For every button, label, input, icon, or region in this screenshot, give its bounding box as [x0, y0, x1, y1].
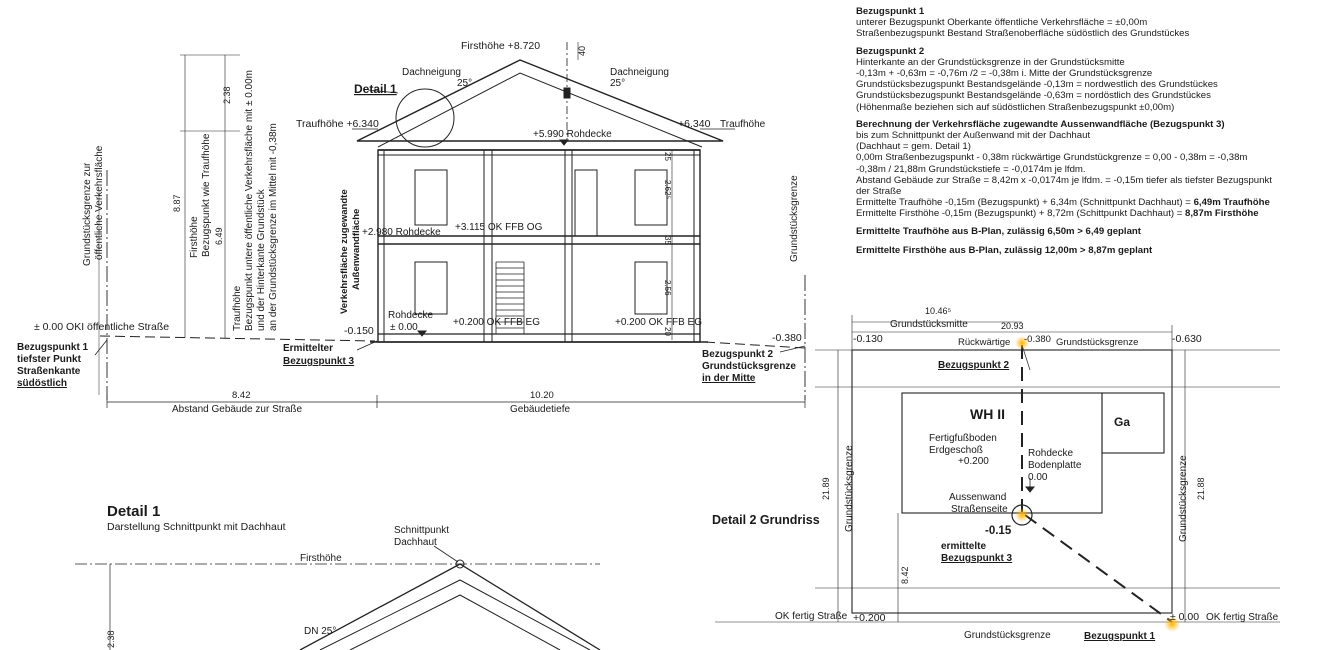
d2-dim-2189: 21.89 — [821, 477, 831, 500]
bp3-title: Berechnung der Verkehrsfläche zugewandte Aussenwandfläche (Bezugspunkt 3) — [856, 118, 1225, 130]
gg-right: Grundstücksgrenze — [789, 175, 800, 262]
traufhoehe-v-a: Traufhöhe — [232, 285, 243, 331]
ffb-eg-mid: +0.200 OK FFB EG — [453, 317, 540, 328]
abstand-label: Abstand Gebäude zur Straße — [172, 404, 303, 415]
bp2-line: Grundstücksbezugspunkt Bestandsgelände -0,63m = nordöstlich des Grundstückes — [856, 90, 1211, 102]
d2-level-m0380: -0.380 — [1024, 334, 1051, 345]
d2-ga: Ga — [1114, 415, 1131, 429]
d2-gg-right: Grundstücksgrenze — [1178, 455, 1189, 542]
d2-ermittelte-0: ermittelte — [941, 541, 987, 552]
detail1-dim-238: 2.38 — [106, 630, 116, 648]
dim-25a: 25 — [663, 152, 672, 161]
section-labels — [17, 40, 802, 415]
detail1-dn: DN 25° — [304, 626, 337, 637]
firsthoehe-label: Firsthöhe +8.720 — [461, 40, 541, 52]
bp1-left-3: südöstlich — [17, 378, 68, 389]
bp3-line: (Dachhaut = gem. Detail 1) — [856, 141, 971, 153]
d2-bp1: Bezugspunkt 1 — [1084, 631, 1156, 642]
d2-gg-left: Grundstücksgrenze — [844, 445, 855, 532]
traufhoehe-v-d: an der Grundstücksgrenze im Mittel mit -0,38m — [268, 123, 279, 331]
detail1-title: Detail 1 — [107, 503, 161, 520]
d2-gg-bottom: Grundstücksgrenze — [964, 630, 1051, 641]
gg-verkehr-b: öffentliche Verkehrsfläche — [94, 145, 105, 260]
d2-gg-top: Grundstücksgrenze — [1056, 337, 1139, 348]
bp1-left-0: Bezugspunkt 1 — [17, 342, 89, 353]
d2-aussenwand-1: Straßenseite — [951, 504, 1008, 515]
d2-ffb-0: Fertigfußboden — [929, 433, 997, 444]
ermittelter-a: Ermittelter — [283, 343, 334, 354]
deg-25-right: 25° — [610, 78, 626, 89]
bp3-first-line — [856, 208, 1316, 219]
d2-rohdecke-2: 0.00 — [1028, 472, 1048, 483]
traufhoehe-right-lbl: Traufhöhe — [720, 119, 766, 130]
rohdecke-298: +2.980 Rohdecke — [362, 227, 441, 238]
level-m0150: -0.150 — [344, 325, 374, 337]
result-traufhoehe: Ermittelte Traufhöhe aus B-Plan, zulässig 6,50m > 6,49 geplant — [856, 225, 1141, 237]
traufhoehe-v-c: und der Hinterkante Grundstück — [256, 189, 267, 331]
dachneigung-left: Dachneigung — [402, 67, 461, 78]
d2-grundstuecksmitte: Grundstücksmitte — [890, 319, 968, 330]
d2-ffb-2: +0.200 — [958, 456, 989, 467]
detail1-callout: Detail 1 — [354, 82, 397, 96]
gebaeudetiefe-label: Gebäudetiefe — [510, 404, 571, 415]
bp2-label-2: in der Mitte — [702, 373, 756, 384]
schnittpunkt-a: Schnittpunkt — [394, 525, 450, 536]
d2-ermittelte-1: Bezugspunkt 3 — [941, 553, 1013, 564]
bp2-line: Hinterkante an der Grundstücksgrenze in der Grundstücksmitte — [856, 56, 1125, 68]
d2-dim-2188: 21.88 — [1196, 477, 1206, 500]
d2-rohdecke-0: Rohdecke — [1028, 448, 1074, 459]
bp2-label-1: Grundstücksgrenze — [702, 361, 796, 372]
d2-ffb-1: Erdgeschoß — [929, 445, 983, 456]
bp3-traufe-line — [856, 197, 1316, 208]
bp3-marker — [1015, 508, 1029, 522]
calculation-notes — [856, 6, 1316, 264]
dim-1020: 10.20 — [530, 390, 554, 401]
rohdecke-590: +5.990 Rohdecke — [533, 129, 612, 140]
result-firsthoehe: Ermittelte Firsthöhe aus B-Plan, zulässig 12,00m > 8,87m geplant — [856, 244, 1153, 256]
bp3-line: 0,00m Straßenbezugspunkt - 0,38m rückwärtige Grundstückgrenze = 0,00 - 0,38m = -0,38m — [856, 152, 1248, 164]
dim-256: 2.56 — [663, 280, 672, 296]
traufhoehe-right-val: +6.340 — [678, 118, 711, 130]
d2-dim-10465: 10.46⁵ — [925, 306, 952, 316]
level-m0380: -0.380 — [772, 332, 802, 344]
d2-bp2: Bezugspunkt 2 — [938, 360, 1010, 371]
bp2-line: (Höhenmaße beziehen sich auf südöstlichen Straßenbezugspunkt ±0,00m) — [856, 101, 1175, 113]
verkehr-a: Verkehrsfläche zugewandte — [339, 189, 350, 314]
d2-rohdecke-1: Bodenplatte — [1028, 460, 1082, 471]
d2-wh: WH II — [970, 406, 1005, 422]
dim-2625: 2.62⁵ — [663, 180, 672, 199]
bp3-line: bis zum Schnittpunkt der Außenwand mit der Dachhaut — [856, 130, 1091, 142]
gg-verkehr-a: Grundstücksgrenze zur — [82, 162, 93, 266]
bp1-line: Straßenbezugspunkt Bestand Straßenoberfläche südöstlich des Grundstückes — [856, 28, 1190, 40]
rohdecke-000-b: ± 0.00 — [390, 322, 418, 333]
detail2-title: Detail 2 Grundriss — [712, 513, 820, 527]
dachneigung-right: Dachneigung — [610, 67, 669, 78]
dim-40: 40 — [577, 45, 587, 56]
verkehr-b: Außenwandfläche — [351, 208, 362, 290]
d2-level-m0630: -0.630 — [1172, 333, 1202, 345]
bp2-line: -0,13m + -0,63m = -0,76m /2 = -0,38m i. Mitte der Grundstücksgrenze — [856, 68, 1153, 80]
detail1-firsthoehe: Firsthöhe — [300, 553, 342, 564]
bp1-left-1: tiefster Punkt — [17, 354, 81, 365]
bp2-block — [856, 46, 1316, 113]
d2-ok-strasse-left: OK fertig Straße — [775, 611, 848, 622]
bp1-title: Bezugspunkt 1 — [856, 6, 925, 17]
d2-ok-strasse-right: OK fertig Straße — [1206, 612, 1279, 623]
bp1-block — [856, 6, 1316, 40]
firsthoehe-v-b: Bezugspunkt wie Traufhöhe — [201, 133, 212, 257]
bp3-line: Abstand Gebäude zur Straße = 8,42m x -0,0174m je lfdm. = -0,15m tiefer als tiefster Bezugspunkt — [856, 174, 1272, 186]
bp2-title: Bezugspunkt 2 — [856, 45, 925, 57]
bp3-first-result: 8,87m Firsthöhe — [1185, 208, 1259, 220]
dim-887: 8.87 — [172, 194, 182, 212]
dim-649: 6.49 — [214, 227, 224, 245]
ermittelter-b: Bezugspunkt 3 — [283, 356, 355, 367]
ffb-eg-right: +0.200 OK FFB EG — [615, 317, 702, 328]
dim-20: 20 — [663, 327, 672, 336]
bp3-line: -0,38m / 21,88m Grundstückstiefe = -0,0174m je lfdm. — [856, 163, 1086, 175]
d2-dim-842: 8.42 — [900, 566, 910, 584]
bp2-line: Grundstücksbezugspunkt Bestandsgelände -0,13m = nordwestlich des Grundstückes — [856, 79, 1218, 91]
bp3-block — [856, 119, 1316, 220]
bp3-line: der Straße — [856, 186, 902, 198]
d2-level-p0200: +0.200 — [853, 612, 886, 624]
detail2-labels — [712, 306, 1279, 642]
d2-level-m015: -0.15 — [985, 525, 1012, 537]
dim-238-left: 2.38 — [222, 86, 232, 104]
bp2-label-0: Bezugspunkt 2 — [702, 349, 774, 360]
firsthoehe-v-a: Firsthöhe — [189, 216, 200, 258]
schnittpunkt-b: Dachhaut — [394, 537, 437, 548]
rohdecke-000-a: Rohdecke — [388, 310, 434, 321]
deg-25-left: 25° — [457, 78, 473, 89]
bp3-first-pre: Ermittelte Firsthöhe -0,15m (Bezugspunkt) + 8,72m (Schittpunkt Dachhaut) = — [856, 208, 1186, 220]
traufhoehe-left: Traufhöhe +6.340 — [296, 118, 379, 130]
traufhoehe-v-b: Bezugspunkt untere öffentliche Verkehrsfläche mit ± 0.00m — [244, 69, 255, 331]
detail1-subtitle: Darstellung Schnittpunkt mit Dachhaut — [107, 521, 286, 533]
dim-842: 8.42 — [232, 390, 251, 401]
ffb-og: +3.115 OK FFB OG — [455, 222, 543, 233]
d2-level-000: ± 0.00 — [1170, 611, 1200, 623]
dim-35: 35 — [663, 236, 672, 245]
bp1-line: unterer Bezugspunkt Oberkante öffentliche Verkehrsfläche = ±0,00m — [856, 17, 1148, 29]
bp3-traufe-result: 6,49m Traufhöhe — [1193, 197, 1270, 209]
oki-strasse: ± 0.00 OKI öffentliche Straße — [34, 321, 170, 333]
d2-dim-2093: 20.93 — [1001, 321, 1024, 331]
d2-rueckwaertige: Rückwärtige — [958, 337, 1011, 348]
bp3-traufe-pre: Ermittelte Traufhöhe -0,15m (Bezugspunkt) + 6,34m (Schnittpunkt Dachhaut) = — [856, 197, 1194, 209]
d2-level-m0130: -0.130 — [853, 333, 883, 345]
bp1-left-2: Straßenkante — [17, 366, 81, 377]
d2-aussenwand-0: Aussenwand — [949, 492, 1007, 503]
